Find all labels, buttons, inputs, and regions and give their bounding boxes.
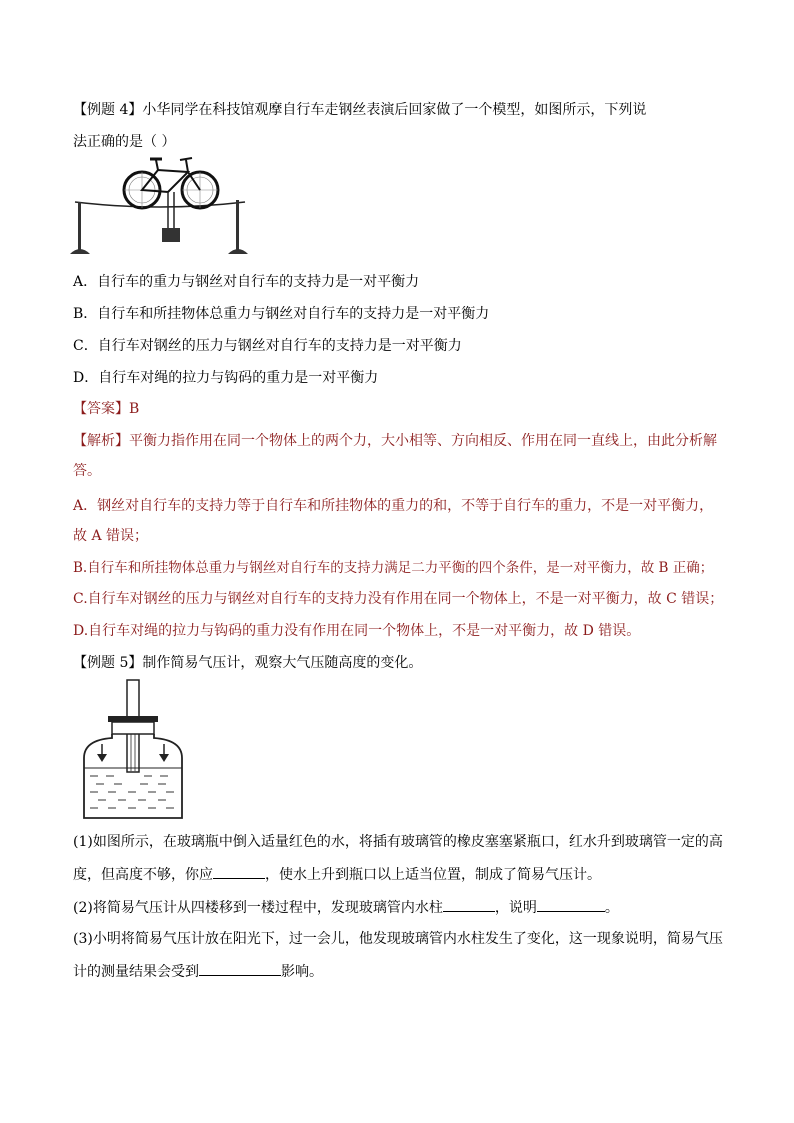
example4-question-line2: 法正确的是（ ）: [73, 134, 176, 150]
answer-blank-3[interactable]: [537, 897, 605, 912]
example4-explain-a-line2: 故 A 错误；: [73, 528, 149, 544]
example5-q1-text-b: ，使水上升到瓶口以上适当位置，制成了简易气压计。: [265, 867, 601, 883]
example4-option-a: A．自行车的重力与钢丝对自行车的支持力是一对平衡力: [73, 274, 420, 290]
example4-option-d: D．自行车对绳的拉力与钩码的重力是一对平衡力: [73, 370, 379, 386]
example5-q1-text-a: 度，但高度不够，你应: [73, 867, 213, 883]
answer-blank-2[interactable]: [443, 897, 495, 912]
example4-explain-d: D.自行车对绳的拉力与钩码的重力没有作用在同一个物体上，不是一对平衡力，故 D 错误。: [73, 623, 641, 639]
example5-q2-text-a: (2)将简易气压计从四楼移到一楼过程中，发现玻璃管内水柱: [73, 900, 443, 916]
example5-title: 【例题 5】制作简易气压计，观察大气压随高度的变化。: [73, 655, 423, 671]
example4-answer: 【答案】B: [73, 401, 140, 417]
example5-q1-line2: [73, 864, 723, 885]
example4-question-line1: 【例题 4】小华同学在科技馆观摩自行车走钢丝表演后回家做了一个模型，如图所示，下列说: [73, 102, 647, 118]
example4-explain-c: C.自行车对钢丝的压力与钢丝对自行车的支持力没有作用在同一个物体上，不是一对平衡力，故 C 错误；: [73, 591, 724, 607]
example5-q3-line2: [73, 961, 723, 982]
example5-q1-line1: (1)如图所示，在玻璃瓶中倒入适量红色的水，将插有玻璃管的橡皮塞塞紧瓶口，红水升到玻璃管一定的高: [73, 834, 723, 850]
example5-q3-text-a: 计的测量结果会受到: [73, 964, 199, 980]
example4-analysis-line1: 【解析】平衡力指作用在同一个物体上的两个力，大小相等、方向相反、作用在同一直线上，由此分析解: [73, 433, 717, 449]
example4-analysis-line2: 答。: [73, 463, 101, 479]
example4-option-b: B．自行车和所挂物体总重力与钢丝对自行车的支持力是一对平衡力: [73, 306, 490, 322]
answer-blank-1[interactable]: [213, 864, 265, 879]
example5-q2-text-c: 。: [604, 900, 619, 916]
example4-explain-b: B.自行车和所挂物体总重力与钢丝对自行车的支持力满足二力平衡的四个条件，是一对平衡力，故 B 正确；: [73, 560, 714, 576]
example4-explain-a-line1: A．钢丝对自行车的支持力等于自行车和所挂物体的重力的和，不等于自行车的重力，不是一对平衡力，: [73, 498, 714, 514]
example5-q2-text-b: ，说明: [494, 900, 537, 916]
barometer-bottle-figure: [78, 678, 188, 823]
example5-q2: [73, 897, 723, 918]
example5-q3-line1: (3)小明将简易气压计放在阳光下，过一会儿，他发现玻璃管内水柱发生了变化，这一现象说明，简易气压: [73, 931, 723, 947]
example4-option-c: C．自行车对钢丝的压力与钢丝对自行车的支持力是一对平衡力: [73, 338, 462, 354]
bicycle-wire-figure: [70, 150, 250, 260]
example5-q3-text-b: 影响。: [281, 964, 323, 980]
answer-blank-4[interactable]: [199, 961, 281, 976]
